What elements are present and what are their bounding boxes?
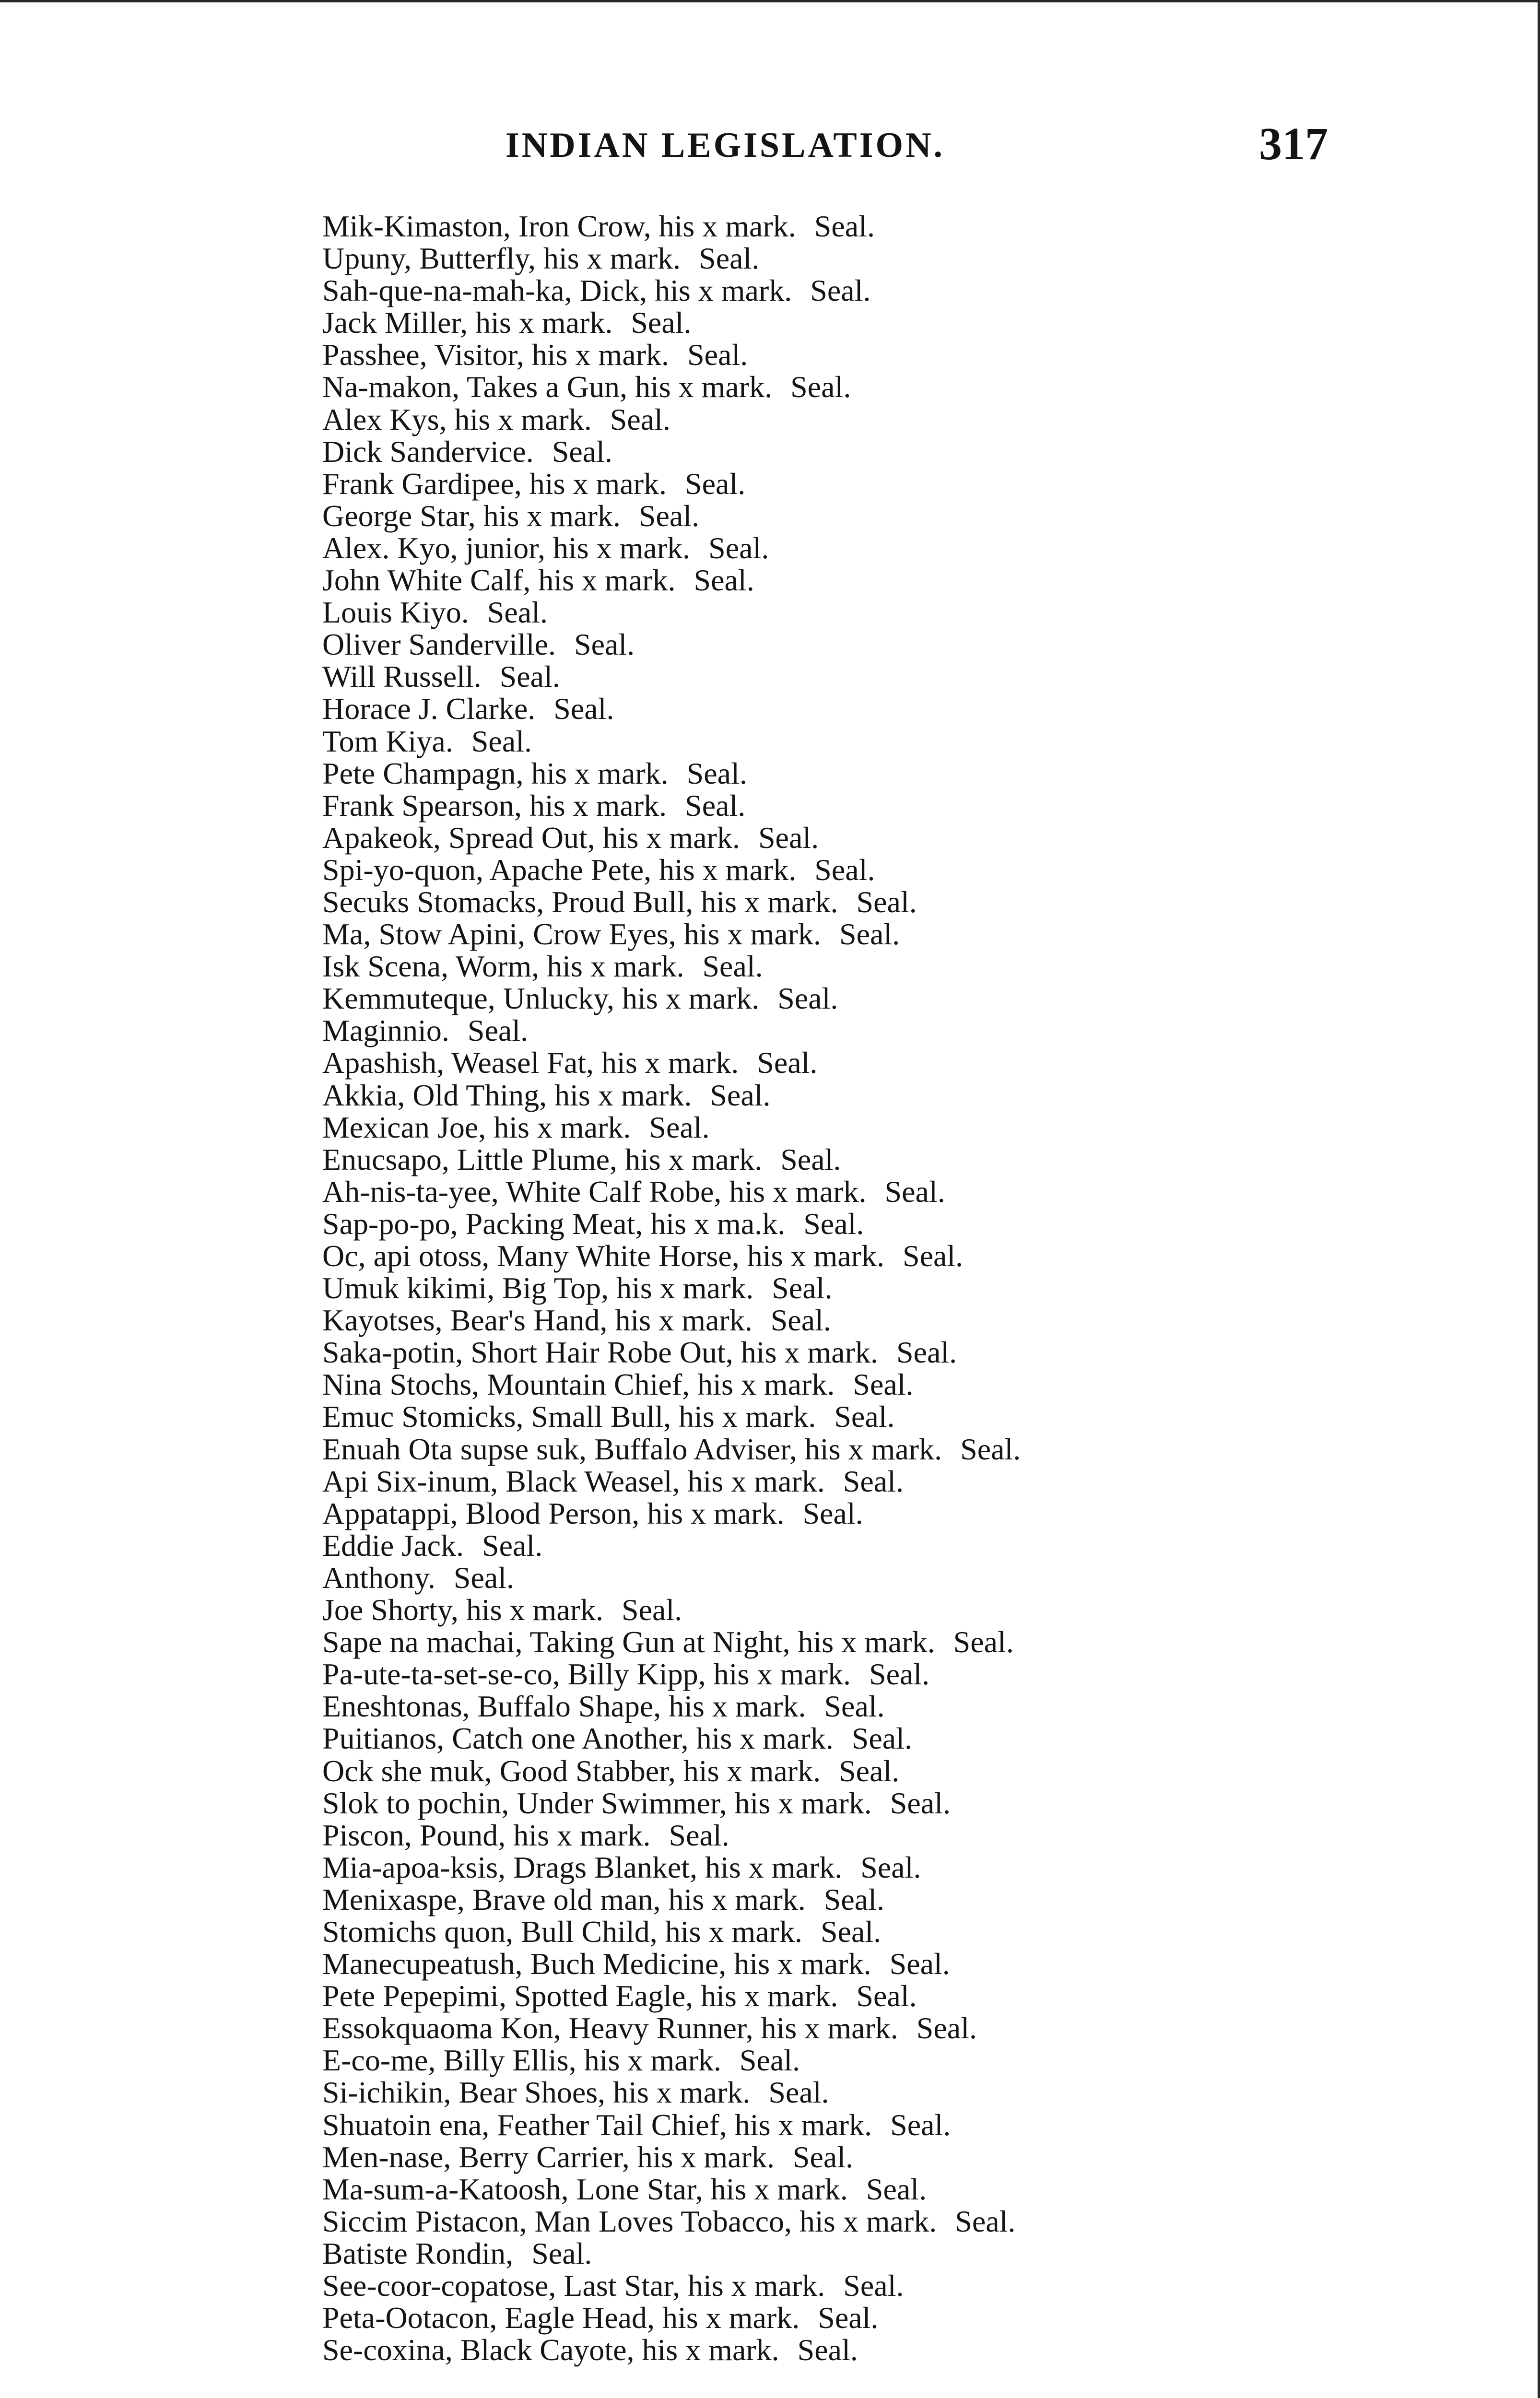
seal-label: Seal. — [916, 2011, 977, 2045]
signature-line — [322, 2237, 1021, 2269]
signatory-name: Pete Champagn, his x mark. — [322, 756, 669, 790]
signatory-name: Ock she muk, Good Stabber, his x mark. — [322, 1753, 821, 1788]
signature-line — [322, 1111, 1021, 1143]
signatory-name: Mexican Joe, his x mark. — [322, 1110, 631, 1144]
signatory-name: Eneshtonas, Buffalo Shape, his x mark. — [322, 1689, 806, 1724]
signatory-name: Pete Pepepimi, Spotted Eagle, his x mark. — [322, 1979, 838, 2013]
signature-line — [322, 564, 1021, 596]
signatory-name: Secuks Stomacks, Proud Bull, his x mark. — [322, 884, 838, 919]
signatory-name: Emuc Stomicks, Small Bull, his x mark. — [322, 1399, 816, 1434]
signatory-name: Menixaspe, Brave old man, his x mark. — [322, 1882, 806, 1916]
signatory-name: Appatappi, Blood Person, his x mark. — [322, 1496, 785, 1530]
signatory-name: E-co-me, Billy Ellis, his x mark. — [322, 2043, 721, 2078]
seal-label: Seal. — [531, 2236, 592, 2270]
signatory-name: Siccim Pistacon, Man Loves Tobacco, his x mark. — [322, 2204, 937, 2238]
signatory-name: Umuk kikimi, Big Top, his x mark. — [322, 1271, 754, 1305]
seal-label: Seal. — [890, 2107, 951, 2142]
seal-label: Seal. — [843, 1464, 904, 1498]
signatory-name: Tom Kiya. — [322, 724, 453, 758]
signature-line — [322, 2334, 1021, 2366]
seal-label: Seal. — [780, 1142, 841, 1176]
signatory-name: Will Russell. — [322, 659, 482, 694]
seal-label: Seal. — [902, 1239, 964, 1273]
signatory-name: Ma, Stow Apini, Crow Eyes, his x mark. — [322, 917, 821, 952]
signature-line — [322, 1433, 1021, 1465]
signature-line — [322, 1626, 1021, 1658]
signature-line — [322, 532, 1021, 564]
signature-line — [322, 1658, 1021, 1690]
signatory-name: Kemmuteque, Unlucky, his x mark. — [322, 981, 760, 1016]
signatory-name: Jack Miller, his x mark. — [322, 306, 613, 340]
seal-label: Seal. — [814, 209, 875, 243]
signatory-name: Frank Spearson, his x mark. — [322, 788, 667, 823]
signature-line — [322, 1529, 1021, 1562]
signatory-name: Sape na machai, Taking Gun at Night, his x mark. — [322, 1625, 935, 1659]
seal-label: Seal. — [649, 1110, 710, 1144]
signature-line — [322, 1851, 1021, 1883]
seal-label: Seal. — [814, 852, 875, 887]
seal-label: Seal. — [686, 756, 747, 790]
signatory-name: Spi-yo-quon, Apache Pete, his x mark. — [322, 852, 797, 887]
seal-label: Seal. — [824, 1689, 885, 1724]
signatory-name: Joe Shorty, his x mark. — [322, 1593, 604, 1627]
signature-line — [322, 435, 1021, 468]
signature-line — [322, 1240, 1021, 1272]
seal-label: Seal. — [869, 1657, 930, 1692]
signature-line — [322, 918, 1021, 950]
signatory-name: Upuny, Butterfly, his x mark. — [322, 241, 681, 276]
signature-line — [322, 757, 1021, 789]
seal-label: Seal. — [574, 627, 635, 662]
seal-label: Seal. — [610, 402, 670, 436]
signatory-name: Saka-potin, Short Hair Robe Out, his x mark. — [322, 1335, 878, 1370]
signature-line — [322, 1208, 1021, 1240]
seal-label: Seal. — [810, 273, 871, 308]
signatory-name: Enuah Ota supse suk, Buffalo Adviser, his x mark. — [322, 1432, 942, 1466]
signature-list — [322, 210, 1021, 2366]
signatory-name: Essokquaoma Kon, Heavy Runner, his x mark. — [322, 2011, 898, 2045]
seal-label: Seal. — [499, 659, 560, 694]
seal-label: Seal. — [818, 2301, 879, 2335]
signature-line — [322, 2269, 1021, 2302]
signatory-name: Pa-ute-ta-set-se-co, Billy Kipp, his x mark. — [322, 1657, 851, 1692]
seal-label: Seal. — [622, 1593, 682, 1627]
signature-line — [322, 339, 1021, 371]
signature-line — [322, 693, 1021, 725]
seal-label: Seal. — [685, 788, 746, 823]
seal-label: Seal. — [960, 1432, 1021, 1466]
signatory-name: Maginnio. — [322, 1013, 449, 1048]
seal-label: Seal. — [803, 1206, 864, 1241]
seal-label: Seal. — [896, 1335, 957, 1370]
signature-line — [322, 1980, 1021, 2012]
signature-line — [322, 2012, 1021, 2044]
signatory-name: Na-makon, Takes a Gun, his x mark. — [322, 370, 773, 404]
signatory-name: Oc, api otoss, Many White Horse, his x mark. — [322, 1239, 884, 1273]
signatory-name: Men-nase, Berry Carrier, his x mark. — [322, 2139, 775, 2174]
signatory-name: Sah-que-na-mah-ka, Dick, his x mark. — [322, 273, 792, 308]
signature-line — [322, 403, 1021, 435]
seal-label: Seal. — [768, 2075, 829, 2110]
signatory-name: Stomichs quon, Bull Child, his x mark. — [322, 1914, 802, 1949]
signature-line — [322, 789, 1021, 822]
signatory-name: Akkia, Old Thing, his x mark. — [322, 1078, 692, 1112]
signatory-name: Apakeok, Spread Out, his x mark. — [322, 820, 740, 855]
signature-line — [322, 242, 1021, 274]
signature-line — [322, 371, 1021, 403]
signatory-name: Mik-Kimaston, Iron Crow, his x mark. — [322, 209, 796, 243]
signature-line — [322, 1883, 1021, 1916]
signatory-name: Louis Kiyo. — [322, 595, 469, 630]
signatory-name: Dick Sandervice. — [322, 434, 534, 469]
signature-line — [322, 1819, 1021, 1851]
seal-label: Seal. — [699, 241, 760, 276]
signature-line — [322, 1722, 1021, 1754]
seal-label: Seal. — [889, 1947, 950, 1981]
seal-label: Seal. — [758, 820, 819, 855]
signature-line — [322, 1336, 1021, 1368]
signature-line — [322, 2302, 1021, 2334]
page-number: 317 — [1259, 118, 1328, 169]
signature-line — [322, 1948, 1021, 1980]
signature-line — [322, 306, 1021, 339]
seal-label: Seal. — [694, 563, 754, 598]
signatory-name: Apashish, Weasel Fat, his x mark. — [322, 1046, 739, 1080]
signatory-name: Si-ichikin, Bear Shoes, his x mark. — [322, 2075, 751, 2110]
seal-label: Seal. — [851, 1721, 912, 1756]
signature-line — [322, 1755, 1021, 1787]
signature-line — [322, 2044, 1021, 2076]
seal-label: Seal. — [884, 1174, 945, 1209]
signature-line — [322, 1143, 1021, 1175]
signatory-name: Sap-po-po, Packing Meat, his x ma.k. — [322, 1206, 786, 1241]
signatory-name: Oliver Sanderville. — [322, 627, 556, 662]
signatory-name: Slok to pochin, Under Swimmer, his x mark. — [322, 1786, 872, 1820]
seal-label: Seal. — [552, 434, 612, 469]
signatory-name: George Star, his x mark. — [322, 498, 621, 533]
signature-line — [322, 210, 1021, 242]
seal-label: Seal. — [669, 1818, 729, 1852]
signature-line — [322, 2076, 1021, 2108]
running-head: INDIAN LEGISLATION. — [505, 126, 945, 165]
signature-line — [322, 1916, 1021, 1948]
signature-line — [322, 1594, 1021, 1626]
seal-label: Seal. — [770, 1303, 831, 1338]
seal-label: Seal. — [638, 498, 700, 533]
signature-line — [322, 886, 1021, 918]
seal-label: Seal. — [839, 1753, 900, 1788]
signatory-name: Enucsapo, Little Plume, his x mark. — [322, 1142, 763, 1176]
seal-label: Seal. — [687, 338, 748, 372]
signature-line — [322, 468, 1021, 500]
signatory-name: Ah-nis-ta-yee, White Calf Robe, his x mark. — [322, 1174, 867, 1209]
signature-line — [322, 1562, 1021, 1594]
signature-line — [322, 1368, 1021, 1400]
seal-label: Seal. — [553, 692, 614, 726]
seal-label: Seal. — [710, 1078, 771, 1112]
seal-label: Seal. — [482, 1528, 543, 1563]
signature-line — [322, 2109, 1021, 2141]
signature-line — [322, 1400, 1021, 1433]
signatory-name: Nina Stochs, Mountain Chief, his x mark. — [322, 1367, 835, 1402]
signatory-name: Horace J. Clarke. — [322, 692, 536, 726]
signatory-name: Eddie Jack. — [322, 1528, 464, 1563]
seal-label: Seal. — [839, 917, 900, 952]
seal-label: Seal. — [866, 2172, 927, 2206]
signature-line — [322, 725, 1021, 757]
signature-line — [322, 1690, 1021, 1722]
signature-line — [322, 1304, 1021, 1336]
seal-label: Seal. — [777, 981, 838, 1016]
signature-line — [322, 2173, 1021, 2205]
seal-label: Seal. — [797, 2333, 858, 2367]
signatory-name: Kayotses, Bear's Hand, his x mark. — [322, 1303, 752, 1338]
seal-label: Seal. — [631, 306, 692, 340]
signatory-name: Peta-Ootacon, Eagle Head, his x mark. — [322, 2301, 800, 2335]
signatory-name: Shuatoin ena, Feather Tail Chief, his x mark. — [322, 2107, 872, 2142]
seal-label: Seal. — [792, 2139, 854, 2174]
seal-label: Seal. — [953, 1625, 1014, 1659]
seal-label: Seal. — [790, 370, 851, 404]
signatory-name: Anthony. — [322, 1560, 435, 1595]
signatory-name: John White Calf, his x mark. — [322, 563, 676, 598]
signature-line — [322, 628, 1021, 660]
signature-line — [322, 1079, 1021, 1111]
signature-line — [322, 596, 1021, 628]
signature-line — [322, 2205, 1021, 2237]
signature-line — [322, 950, 1021, 982]
signatory-name: Mia-apoa-ksis, Drags Blanket, his x mark. — [322, 1850, 843, 1884]
seal-label: Seal. — [772, 1271, 833, 1305]
signatory-name: Frank Gardipee, his x mark. — [322, 466, 667, 501]
signatory-name: Isk Scena, Worm, his x mark. — [322, 949, 684, 984]
seal-label: Seal. — [471, 724, 532, 758]
seal-label: Seal. — [853, 1367, 914, 1402]
seal-label: Seal. — [820, 1914, 882, 1949]
signatory-name: Puitianos, Catch one Another, his x mark. — [322, 1721, 834, 1756]
signature-line — [322, 822, 1021, 854]
signatory-name: See-coor-copatose, Last Star, his x mark. — [322, 2269, 825, 2303]
seal-label: Seal. — [843, 2269, 904, 2303]
signature-line — [322, 660, 1021, 693]
seal-label: Seal. — [856, 884, 917, 919]
seal-label: Seal. — [860, 1850, 921, 1884]
seal-label: Seal. — [739, 2043, 800, 2078]
seal-label: Seal. — [834, 1399, 895, 1434]
signature-line — [322, 2141, 1021, 2173]
signatory-name: Api Six-inum, Black Weasel, his x mark. — [322, 1464, 825, 1498]
seal-label: Seal. — [955, 2204, 1016, 2238]
signature-line — [322, 1497, 1021, 1529]
signatory-name: Batiste Rondin, — [322, 2236, 514, 2270]
signatory-name: Ma-sum-a-Katoosh, Lone Star, his x mark. — [322, 2172, 848, 2206]
seal-label: Seal. — [856, 1979, 917, 2013]
signature-line — [322, 1272, 1021, 1304]
signatory-name: Manecupeatush, Buch Medicine, his x mark. — [322, 1947, 871, 1981]
seal-label: Seal. — [757, 1046, 818, 1080]
signature-line — [322, 1465, 1021, 1497]
seal-label: Seal. — [802, 1496, 863, 1530]
seal-label: Seal. — [467, 1013, 529, 1048]
seal-label: Seal. — [685, 466, 746, 501]
signatory-name: Piscon, Pound, his x mark. — [322, 1818, 651, 1852]
signature-line — [322, 1046, 1021, 1079]
signatory-name: Se-coxina, Black Cayote, his x mark. — [322, 2333, 779, 2367]
seal-label: Seal. — [453, 1560, 515, 1595]
signature-line — [322, 854, 1021, 886]
signature-line — [322, 1175, 1021, 1208]
signature-line — [322, 500, 1021, 532]
seal-label: Seal. — [708, 530, 769, 565]
signatory-name: Alex. Kyo, junior, his x mark. — [322, 530, 691, 565]
seal-label: Seal. — [487, 595, 548, 630]
signature-line — [322, 982, 1021, 1014]
signatory-name: Passhee, Visitor, his x mark. — [322, 338, 670, 372]
seal-label: Seal. — [890, 1786, 951, 1820]
signature-line — [322, 274, 1021, 306]
signatory-name: Alex Kys, his x mark. — [322, 402, 592, 436]
seal-label: Seal. — [823, 1882, 884, 1916]
signature-line — [322, 1014, 1021, 1046]
signature-line — [322, 1787, 1021, 1819]
seal-label: Seal. — [702, 949, 763, 984]
